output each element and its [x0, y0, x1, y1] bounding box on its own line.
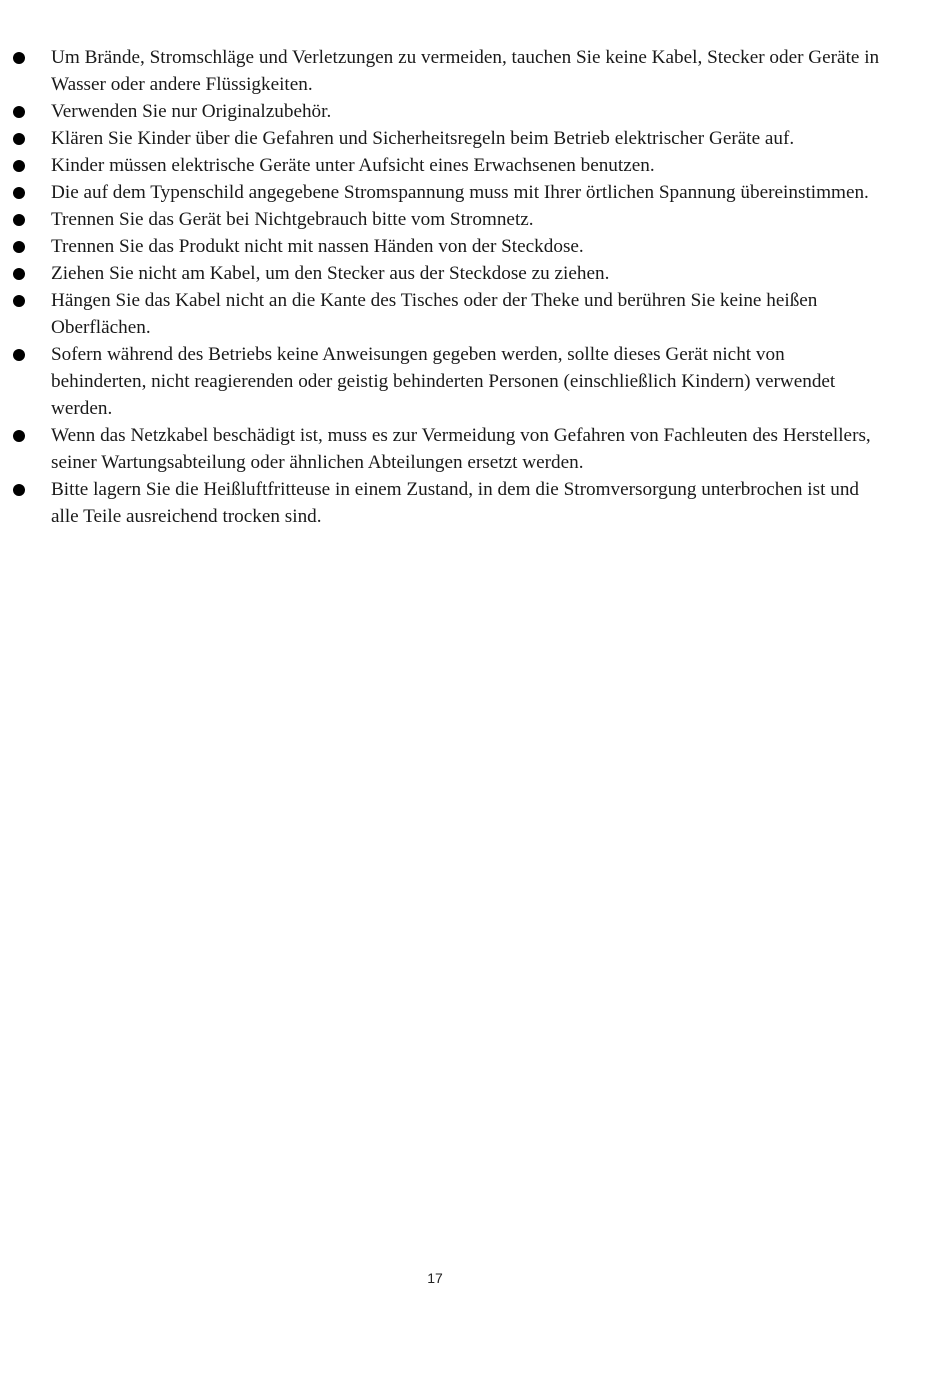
list-item-text: Hängen Sie das Kabel nicht an die Kante des Tisches oder der Theke und berühren Sie keine heißen Oberflächen.: [51, 290, 818, 338]
list-item-text: Ziehen Sie nicht am Kabel, um den Stecker aus der Steckdose zu ziehen.: [51, 263, 610, 284]
list-item: [0, 233, 950, 260]
bullet-icon: [13, 241, 25, 253]
list-item-text: Wenn das Netzkabel beschädigt ist, muss es zur Vermeidung von Gefahren von Fachleuten des Herstellers, seiner Wartungsabteilung oder ähnlichen Abteilungen ersetzt werden.: [51, 425, 871, 473]
list-item-text: Sofern während des Betriebs keine Anweisungen gegeben werden, sollte dieses Gerät nicht von behinderten, nicht reagierenden oder geistig behinderten Personen (einschließlich Kindern) verwendet werden.: [51, 344, 836, 419]
page-content: [0, 44, 950, 530]
list-item: [0, 152, 950, 179]
bullet-icon: [13, 268, 25, 280]
bullet-icon: [13, 187, 25, 199]
list-item-text: Bitte lagern Sie die Heißluftfritteuse in einem Zustand, in dem die Stromversorgung unterbrochen ist und alle Teile ausreichend trocken sind.: [51, 479, 860, 527]
list-item-text: Kinder müssen elektrische Geräte unter Aufsicht eines Erwachsenen benutzen.: [51, 155, 655, 176]
list-item-text: Um Brände, Stromschläge und Verletzungen zu vermeiden, tauchen Sie keine Kabel, Stecker oder Geräte in Wasser oder andere Flüssigkeiten.: [51, 47, 880, 95]
bullet-icon: [13, 295, 25, 307]
list-item: [0, 287, 950, 341]
bullet-icon: [13, 106, 25, 118]
list-item: [0, 476, 950, 530]
list-item-text: Trennen Sie das Gerät bei Nichtgebrauch bitte vom Stromnetz.: [51, 209, 534, 230]
bullet-icon: [13, 133, 25, 145]
bullet-icon: [13, 214, 25, 226]
list-item: [0, 260, 950, 287]
list-item: [0, 98, 950, 125]
safety-instructions-list: [0, 44, 950, 530]
list-item: [0, 341, 950, 422]
list-item-text: Klären Sie Kinder über die Gefahren und Sicherheitsregeln beim Betrieb elektrischer Geräte auf.: [51, 128, 795, 149]
list-item: [0, 179, 950, 206]
bullet-icon: [13, 430, 25, 442]
list-item: [0, 206, 950, 233]
list-item-text: Die auf dem Typenschild angegebene Stromspannung muss mit Ihrer örtlichen Spannung übereinstimmen.: [51, 182, 869, 203]
list-item: [0, 125, 950, 152]
bullet-icon: [13, 160, 25, 172]
bullet-icon: [13, 484, 25, 496]
page-number: 17: [427, 1270, 443, 1286]
list-item: [0, 44, 950, 98]
list-item: [0, 422, 950, 476]
bullet-icon: [13, 52, 25, 64]
bullet-icon: [13, 349, 25, 361]
list-item-text: Trennen Sie das Produkt nicht mit nassen Händen von der Steckdose.: [51, 236, 584, 257]
list-item-text: Verwenden Sie nur Originalzubehör.: [51, 101, 332, 122]
